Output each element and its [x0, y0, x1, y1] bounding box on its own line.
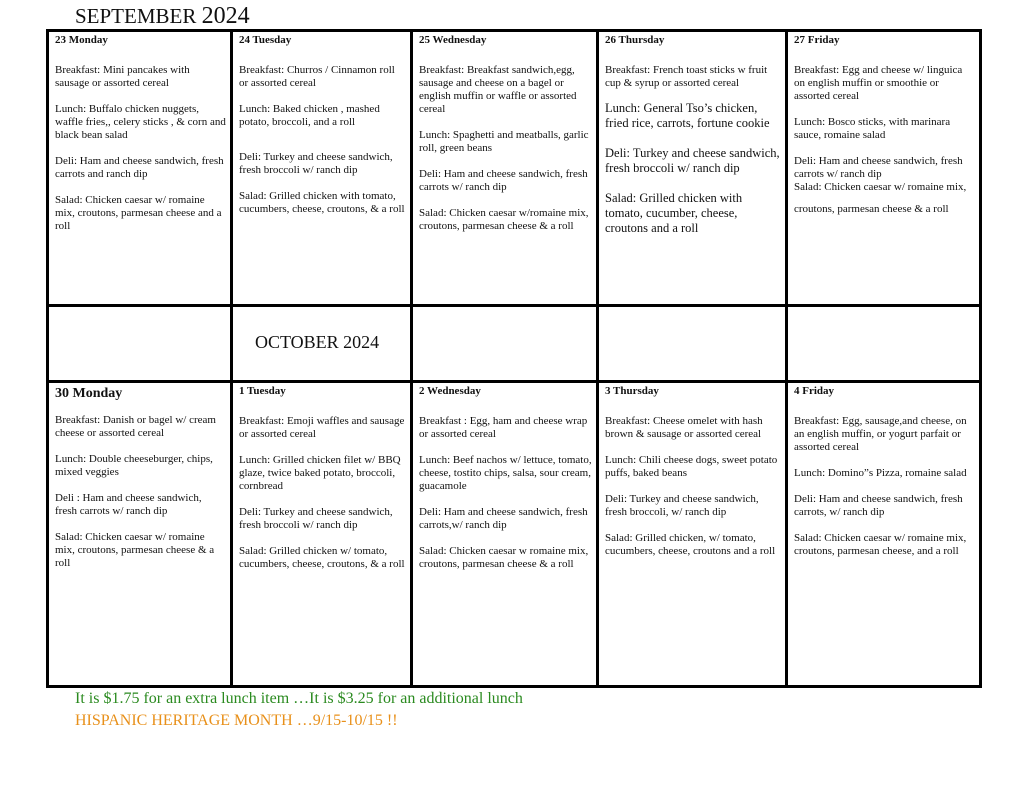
day-label: 25 Wednesday: [419, 34, 487, 46]
title-month: SEPTEMBER: [75, 4, 197, 28]
breakfast-item: Breakfast: Churros / Cinnamon roll or assorted cereal: [239, 64, 395, 89]
deli-item: Deli: Ham and cheese sandwich, fresh carrots w/ ranch dip: [419, 168, 588, 193]
lunch-item: Lunch: Domino”s Pizza, romaine salad: [794, 467, 967, 479]
deli-item: Deli: Ham and cheese sandwich, fresh carrots,w/ ranch dip: [419, 506, 588, 531]
october-heading: OCTOBER 2024: [255, 332, 380, 352]
lunch-item: Lunch: Chili cheese dogs, sweet potato puffs, baked beans: [605, 454, 778, 479]
day-label: 26 Thursday: [605, 34, 665, 46]
salad-item: Salad: Grilled chicken w/ tomato, cucumbers, cheese, croutons, & a roll: [239, 545, 405, 570]
day-cell-oct-4: [788, 383, 979, 685]
deli-item: Deli: Ham and cheese sandwich, fresh carrots and ranch dip: [55, 155, 224, 180]
deli-item: Deli: Ham and cheese sandwich, fresh carrots w/ ranch dip: [794, 155, 963, 180]
day-label: 30 Monday: [55, 386, 123, 401]
lunch-item: Lunch: Bosco sticks, with marinara sauce, romaine salad: [794, 116, 951, 141]
salad-item: Salad: Chicken caesar w/ romaine mix, croutons, parmesan cheese and a roll: [55, 194, 222, 232]
deli-item: Deli: Ham and cheese sandwich, fresh carrots, w/ ranch dip: [794, 493, 963, 518]
deli-item: Deli : Ham and cheese sandwich, fresh carrots w/ ranch dip: [55, 492, 202, 517]
salad-item: Salad: Grilled chicken, w/ tomato, cucumbers, cheese, croutons and a roll: [605, 532, 776, 557]
day-cell-oct-3: [599, 383, 785, 685]
breakfast-item: Breakfast: Cheese omelet with hash brown & sausage or assorted cereal: [605, 415, 763, 440]
salad-item: Salad: Chicken caesar w romaine mix, croutons, parmesan cheese & a roll: [419, 545, 589, 570]
day-label: 23 Monday: [55, 34, 108, 46]
lunch-item: Lunch: General Tso’s chicken, fried rice, carrots, fortune cookie: [605, 101, 770, 130]
salad-item: Salad: Chicken caesar w/ romaine mix, croutons, parmesan cheese, and a roll: [794, 532, 967, 557]
salad-item: Salad: Chicken caesar w/ romaine mix, croutons, parmesan cheese & a roll: [55, 531, 215, 569]
day-label: 1 Tuesday: [239, 385, 286, 397]
menu-calendar-grid: [46, 29, 982, 688]
breakfast-item: Breakfast: Danish or bagel w/ cream cheese or assorted cereal: [55, 414, 216, 439]
breakfast-item: Breakfast: Emoji waffles and sausage or assorted cereal: [239, 415, 405, 440]
breakfast-item: Breakfast : Egg, ham and cheese wrap or assorted cereal: [419, 415, 588, 440]
lunch-item: Lunch: Beef nachos w/ lettuce, tomato, cheese, tostito chips, salsa, sour cream, guacamole: [419, 454, 592, 492]
day-cell-sep-26: [599, 32, 785, 304]
grid-divider: [49, 304, 979, 307]
breakfast-item: Breakfast: Egg, sausage,and cheese, on an english muffin, or yogurt parfait or assorted cereal: [794, 415, 967, 453]
deli-item: Deli: Turkey and cheese sandwich, fresh broccoli w/ ranch dip: [605, 146, 780, 175]
day-label: 4 Friday: [794, 385, 835, 397]
day-label: 24 Tuesday: [239, 34, 292, 46]
deli-item: Deli: Turkey and cheese sandwich, fresh broccoli w/ ranch dip: [239, 151, 393, 176]
deli-item: Deli: Turkey and cheese sandwich, fresh broccoli, w/ ranch dip: [605, 493, 759, 518]
page-title: [75, 3, 250, 30]
salad-item-continued: croutons, parmesan cheese & a roll: [794, 203, 949, 215]
breakfast-item: Breakfast: French toast sticks w fruit cup & syrup or assorted cereal: [605, 64, 768, 89]
title-year: 2024: [201, 3, 250, 29]
lunch-item: Lunch: Buffalo chicken nuggets, waffle fries,, celery sticks , & corn and black bean salad: [55, 103, 226, 141]
breakfast-item: Breakfast: Breakfast sandwich,egg, sausage and cheese on a bagel or english muffin or waffle or assorted cereal: [419, 64, 577, 115]
day-cell-sep-25: [413, 32, 596, 304]
day-cell-sep-27: [788, 32, 979, 304]
deli-item: Deli: Turkey and cheese sandwich, fresh broccoli w/ ranch dip: [239, 506, 393, 531]
salad-item: Salad: Grilled chicken with tomato, cucumbers, cheese, croutons, & a roll: [239, 190, 405, 215]
day-cell-sep-23: [49, 32, 230, 304]
salad-item: Salad: Chicken caesar w/romaine mix, croutons, parmesan cheese & a roll: [419, 207, 589, 232]
day-cell-oct-2: [413, 383, 596, 685]
day-cell-sep-24: [233, 32, 410, 304]
day-cell-sep-30: [49, 383, 230, 685]
salad-item: Salad: Grilled chicken with tomato, cucumber, cheese, croutons and a roll: [605, 191, 743, 235]
lunch-item: Lunch: Double cheeseburger, chips, mixed veggies: [55, 453, 213, 478]
heritage-month-note: HISPANIC HERITAGE MONTH …9/15-10/15 !!: [75, 712, 398, 729]
breakfast-item: Breakfast: Mini pancakes with sausage or assorted cereal: [55, 64, 190, 89]
price-note: It is $1.75 for an extra lunch item …It is $3.25 for an additional lunch: [75, 690, 523, 707]
lunch-item: Lunch: Baked chicken , mashed potato, broccoli, and a roll: [239, 103, 380, 128]
day-cell-oct-1: [233, 383, 410, 685]
day-label: 3 Thursday: [605, 385, 659, 397]
lunch-item: Lunch: Spaghetti and meatballs, garlic roll, green beans: [419, 129, 589, 154]
lunch-item: Lunch: Grilled chicken filet w/ BBQ glaze, twice baked potato, broccoli, cornbread: [239, 454, 401, 492]
breakfast-item: Breakfast: Egg and cheese w/ linguica on english muffin or smoothie or assorted cereal: [794, 64, 963, 102]
salad-item: Salad: Chicken caesar w/ romaine mix,: [794, 181, 967, 193]
day-label: 27 Friday: [794, 34, 840, 46]
day-label: 2 Wednesday: [419, 385, 481, 397]
